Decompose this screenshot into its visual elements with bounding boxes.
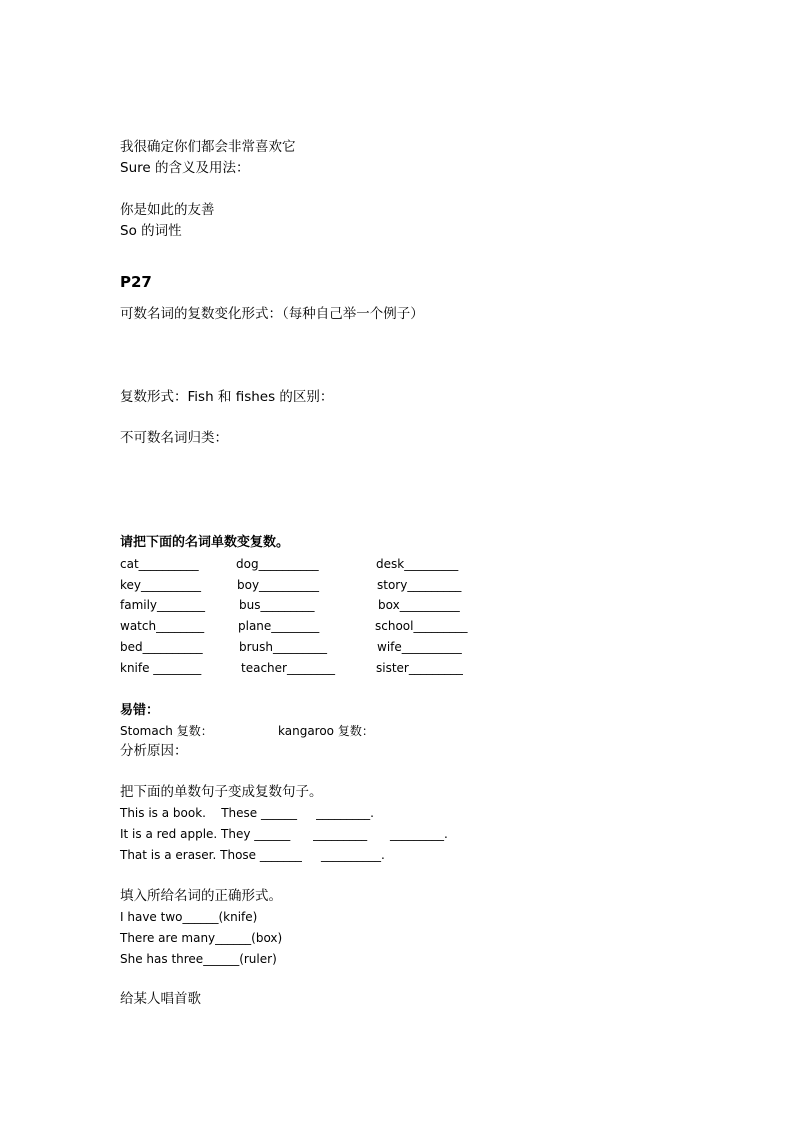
- word-bus: bus_________: [239, 598, 315, 612]
- word-story: story_________: [377, 578, 462, 592]
- stomach-plural-prompt: Stomach 复数：: [120, 724, 213, 738]
- intro-sentence: 我很确定你们都会非常喜欢它: [120, 139, 296, 155]
- word-plane: plane________: [238, 619, 320, 633]
- exercise3-line: I have two______(knife): [120, 910, 258, 924]
- word-bed: bed__________: [120, 640, 203, 654]
- exercise3-title: 填入所给名词的正确形式。: [120, 888, 282, 904]
- word-box: box__________: [378, 598, 460, 612]
- kind-sentence: 你是如此的友善: [120, 202, 215, 218]
- word-boy: boy__________: [237, 578, 320, 592]
- word-key: key__________: [120, 578, 202, 592]
- plural-forms-prompt: 可数名词的复数变化形式：（每种自己举一个例子）: [120, 306, 424, 322]
- exercise2-title: 把下面的单数句子变成复数句子。: [120, 784, 323, 800]
- exercise2-line: It is a red apple. They ______ _________ _________.: [120, 827, 448, 841]
- word-wife: wife__________: [377, 640, 462, 654]
- word-brush: brush_________: [239, 640, 328, 654]
- sure-usage-prompt: Sure 的含义及用法：: [120, 160, 250, 176]
- word-teacher: teacher________: [241, 661, 335, 675]
- so-pos-prompt: So 的词性: [120, 223, 182, 239]
- exercise3-line: She has three______(ruler): [120, 952, 277, 966]
- analysis-prompt: 分析原因：: [120, 743, 188, 759]
- exercise3-line: There are many______(box): [120, 931, 283, 945]
- mistakes-title: 易错：: [120, 703, 160, 718]
- word-sister: sister_________: [376, 661, 463, 675]
- word-watch: watch________: [120, 619, 205, 633]
- exercise2-line: This is a book. These ______ _________.: [120, 806, 374, 820]
- exercise1-title: 请把下面的名词单数变复数。: [120, 535, 290, 550]
- word-cat: cat__________: [120, 557, 199, 571]
- kangaroo-plural-prompt: kangaroo 复数：: [278, 724, 374, 738]
- uncountable-prompt: 不可数名词归类：: [120, 430, 228, 446]
- page-heading: P27: [120, 273, 152, 291]
- exercise2-line: That is a eraser. Those _______ __________.: [120, 848, 385, 862]
- closing-sentence: 给某人唱首歌: [120, 991, 201, 1007]
- word-dog: dog__________: [236, 557, 319, 571]
- word-knife: knife ________: [120, 661, 202, 675]
- word-desk: desk_________: [376, 557, 459, 571]
- word-school: school_________: [375, 619, 468, 633]
- word-family: family________: [120, 598, 206, 612]
- fish-prompt: 复数形式：Fish 和 fishes 的区别：: [120, 389, 334, 405]
